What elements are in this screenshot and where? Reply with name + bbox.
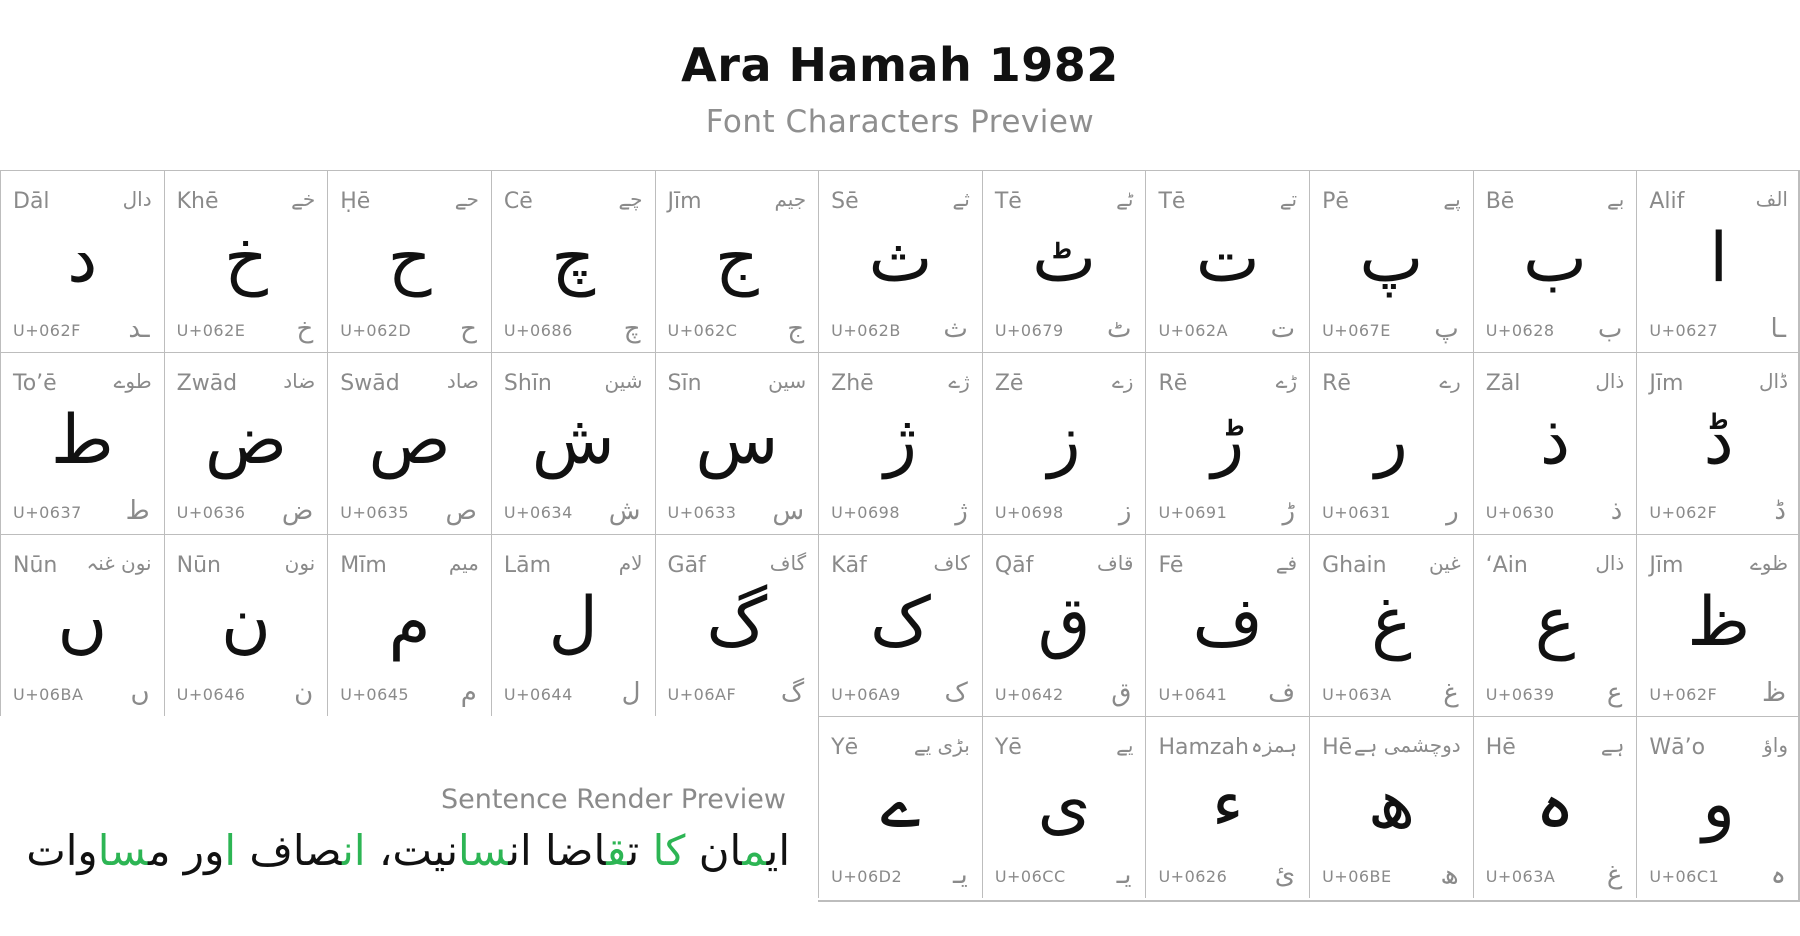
glyph-urdu-name: چے: [618, 187, 643, 211]
glyph-unicode: U+0698: [831, 503, 901, 522]
glyph-unicode: U+06AF: [667, 685, 737, 704]
glyph-urdu-name: غین: [1428, 551, 1461, 575]
sentence-segment: سا: [458, 826, 509, 875]
glyph-isolated-form: ڑ: [1282, 496, 1296, 526]
glyph-cell: [1145, 716, 1309, 898]
glyph-urdu-name: خے: [291, 187, 316, 211]
glyph-urdu-name: زے: [1112, 369, 1134, 393]
glyph-character: ھ: [1367, 765, 1416, 844]
glyph-cell: [1636, 716, 1800, 898]
glyph-cell: [1473, 170, 1637, 352]
glyph-character: ق: [1037, 583, 1091, 662]
glyph-cell: [491, 534, 655, 716]
glyph-name: Ghain: [1322, 553, 1387, 578]
glyph-character: غ: [1371, 583, 1412, 662]
glyph-isolated-form: ک: [944, 678, 968, 708]
glyph-name: Rē: [1322, 371, 1351, 396]
glyph-unicode: U+062B: [831, 321, 901, 340]
glyph-urdu-name: ضاد: [283, 369, 316, 393]
glyph-urdu-name: ذال: [1595, 551, 1625, 575]
sentence-segment: کا: [652, 826, 686, 875]
glyph-character: ح: [387, 219, 432, 298]
glyph-name: Mīm: [340, 553, 387, 578]
glyph-urdu-name: ٹے: [1116, 187, 1134, 211]
sentence-segment: ق: [606, 826, 628, 875]
glyph-character: ٹ: [1032, 219, 1097, 298]
glyph-cell: [491, 170, 655, 352]
glyph-unicode: U+0634: [503, 503, 573, 522]
glyph-character: خ: [223, 219, 268, 298]
glyph-character: ن: [220, 583, 271, 662]
glyph-urdu-name: واؤ: [1763, 733, 1788, 757]
glyph-urdu-name: ہے: [1600, 733, 1625, 757]
glyph-isolated-form: ھ: [1440, 860, 1459, 890]
glyph-character: ذ: [1539, 401, 1571, 480]
glyph-name: Alif: [1649, 189, 1685, 214]
glyph-cell: [164, 352, 328, 534]
glyph-character: ڈ: [1703, 401, 1734, 480]
glyph-cell: [1309, 352, 1473, 534]
glyph-character: ا: [1709, 219, 1729, 298]
glyph-name: Nūn: [176, 553, 221, 578]
glyph-name: Zē: [994, 371, 1024, 396]
glyph-unicode: U+0686: [503, 321, 573, 340]
glyph-isolated-form: یـ: [952, 860, 968, 890]
glyph-unicode: U+06BE: [1322, 867, 1392, 886]
glyph-urdu-name: ڈال: [1758, 369, 1788, 393]
glyph-cell: [1309, 534, 1473, 716]
glyph-urdu-name: ثے: [952, 187, 970, 211]
glyph-isolated-form: ہ: [1770, 860, 1786, 890]
glyph-cell: [655, 352, 819, 534]
glyph-character: ے: [880, 765, 921, 844]
glyph-isolated-form: ڈ: [1774, 496, 1786, 526]
glyph-name: Lām: [503, 553, 552, 578]
glyph-isolated-form: ط: [125, 496, 150, 526]
glyph-isolated-form: ظ: [1761, 678, 1786, 708]
glyph-character: م: [388, 583, 431, 662]
glyph-cell: [655, 534, 819, 716]
glyph-urdu-name: شین: [604, 369, 643, 393]
glyph-name: Fē: [1158, 553, 1184, 578]
glyph-character: ب: [1523, 219, 1588, 298]
glyph-isolated-form: ن: [294, 678, 314, 708]
glyph-cell: [327, 170, 491, 352]
glyph-character: ل: [548, 583, 598, 662]
glyph-character: ص: [368, 401, 451, 480]
glyph-unicode: U+062A: [1158, 321, 1229, 340]
glyph-urdu-name: رے: [1439, 369, 1461, 393]
glyph-name: Gāf: [667, 553, 706, 578]
glyph-unicode: U+067E: [1322, 321, 1391, 340]
glyph-unicode: U+062C: [667, 321, 738, 340]
glyph-name: Sē: [831, 189, 859, 214]
sentence-segment: اضا: [531, 826, 607, 875]
glyph-name: Dāl: [13, 189, 50, 214]
glyph-name: Jīm: [1649, 371, 1684, 396]
glyph-unicode: U+06CC: [994, 867, 1066, 886]
glyph-cell: [982, 716, 1146, 898]
glyph-unicode: U+0698: [994, 503, 1064, 522]
glyph-cell: [818, 716, 982, 898]
glyph-unicode: U+06D2: [831, 867, 903, 886]
glyph-cell: [1473, 352, 1637, 534]
glyph-cell: [0, 352, 164, 534]
glyph-isolated-form: ـا: [1770, 314, 1786, 344]
glyph-isolated-form: ش: [608, 496, 641, 526]
glyph-name: Swād: [340, 371, 400, 396]
glyph-character: ث: [868, 219, 933, 298]
glyph-unicode: U+063A: [1485, 867, 1556, 886]
glyph-urdu-name: صاد: [446, 369, 479, 393]
glyph-urdu-name: ظوے: [1750, 551, 1788, 575]
glyph-isolated-form: ث: [943, 314, 968, 344]
sentence-segment: ای: [766, 826, 790, 875]
glyph-cell: [982, 170, 1146, 352]
glyph-name: Wā’o: [1649, 735, 1706, 760]
glyph-name: Rē: [1158, 371, 1188, 396]
glyph-unicode: U+0642: [994, 685, 1064, 704]
glyph-cell: [1636, 170, 1800, 352]
glyph-name: Zhē: [831, 371, 874, 396]
glyph-isolated-form: پ: [1434, 314, 1459, 344]
glyph-unicode: U+06BA: [13, 685, 84, 704]
glyph-urdu-name: گاف: [769, 551, 807, 575]
glyph-isolated-form: ق: [1111, 678, 1132, 708]
glyph-name: Nūn: [13, 553, 58, 578]
glyph-name: Sīn: [667, 371, 702, 396]
glyph-isolated-form: س: [772, 496, 805, 526]
glyph-urdu-name: بڑی یے: [913, 733, 970, 757]
glyph-unicode: U+0644: [503, 685, 573, 704]
glyph-cell: [1309, 716, 1473, 898]
glyph-character: ژ: [884, 401, 917, 480]
glyph-name: Bē: [1485, 189, 1515, 214]
glyph-character: ظ: [1687, 583, 1751, 662]
sentence-preview: [0, 718, 820, 900]
glyph-name: Kāf: [831, 553, 867, 578]
glyph-isolated-form: م: [460, 678, 477, 708]
glyph-isolated-form: ج: [787, 314, 805, 344]
glyph-isolated-form: ح: [460, 314, 477, 344]
glyph-urdu-name: میم: [448, 551, 479, 575]
glyph-isolated-form: ٹ: [1106, 314, 1132, 344]
glyph-name: Yē: [994, 735, 1022, 760]
glyph-isolated-form: ض: [281, 496, 314, 526]
glyph-urdu-name: ذال: [1595, 369, 1625, 393]
glyph-name: Khē: [176, 189, 219, 214]
sentence-segment: وات: [26, 826, 98, 875]
glyph-unicode: U+0646: [176, 685, 246, 704]
glyph-name: Tē: [994, 189, 1022, 214]
glyph-isolated-form: خ: [296, 314, 314, 344]
glyph-cell: [818, 352, 982, 534]
glyph-urdu-name: دال: [122, 187, 152, 211]
glyph-urdu-name: یے: [1116, 733, 1134, 757]
glyph-name: Jīm: [1649, 553, 1684, 578]
glyph-cell: [982, 352, 1146, 534]
glyph-isolated-form: ـد: [128, 314, 150, 344]
glyph-unicode: U+0635: [340, 503, 410, 522]
glyph-character: چ: [551, 219, 596, 298]
glyph-name: Hamzah: [1158, 735, 1249, 760]
glyph-urdu-name: ڑے: [1275, 369, 1298, 393]
glyph-cell: [1636, 352, 1800, 534]
glyph-cell: [491, 352, 655, 534]
sentence-preview-label: Sentence Render Preview: [440, 784, 786, 815]
glyph-cell: [0, 170, 164, 352]
glyph-cell: [164, 534, 328, 716]
glyph-character: ع: [1534, 583, 1576, 662]
glyph-character: ء: [1211, 765, 1244, 844]
glyph-isolated-form: گ: [780, 678, 805, 708]
glyph-name: To’ē: [13, 371, 57, 396]
glyph-unicode: U+0636: [176, 503, 246, 522]
glyph-cell: [655, 170, 819, 352]
glyph-isolated-form: ص: [445, 496, 477, 526]
glyph-urdu-name: الف: [1755, 187, 1788, 211]
glyph-cell: [1145, 352, 1309, 534]
glyph-isolated-form: ر: [1446, 496, 1459, 526]
glyph-cell: [818, 534, 982, 716]
glyph-unicode: U+0645: [340, 685, 410, 704]
glyph-character: ر: [1374, 401, 1408, 480]
glyph-name: Zwād: [176, 371, 238, 396]
grid-border-bottom: [818, 900, 1800, 902]
glyph-isolated-form: ع: [1606, 678, 1623, 708]
sentence-segment: ور م: [147, 826, 225, 875]
glyph-unicode: U+0631: [1322, 503, 1391, 522]
glyph-unicode: U+0630: [1485, 503, 1555, 522]
glyph-isolated-form: غ: [1443, 678, 1459, 708]
glyph-isolated-form: ذ: [1610, 496, 1623, 526]
glyph-cell: [327, 352, 491, 534]
glyph-cell: [1145, 534, 1309, 716]
glyph-isolated-form: ت: [1270, 314, 1296, 344]
page-subtitle: Font Characters Preview: [705, 104, 1095, 140]
glyph-urdu-name: حے: [454, 187, 479, 211]
glyph-unicode: U+06C1: [1649, 867, 1720, 886]
glyph-urdu-name: پے: [1443, 187, 1461, 211]
glyph-cell: [1473, 534, 1637, 716]
glyph-character: س: [695, 401, 779, 480]
glyph-cell: [1309, 170, 1473, 352]
glyph-isolated-form: ئ: [1274, 860, 1296, 890]
glyph-unicode: U+0633: [667, 503, 737, 522]
glyph-name: Cē: [503, 189, 533, 214]
glyph-unicode: U+062F: [13, 321, 81, 340]
glyph-cell: [982, 534, 1146, 716]
glyph-urdu-name: جیم: [774, 187, 807, 211]
glyph-character: ج: [714, 219, 759, 298]
glyph-cell: [0, 534, 164, 716]
glyph-urdu-name: لام: [618, 551, 643, 575]
glyph-isolated-form: ژ: [955, 496, 968, 526]
glyph-character: ی: [1037, 765, 1091, 844]
glyph-character: ک: [870, 583, 931, 662]
glyph-character: و: [1702, 765, 1736, 844]
glyph-urdu-name: ژے: [948, 369, 970, 393]
glyph-name: Hē: [1322, 735, 1353, 760]
glyph-unicode: U+063A: [1322, 685, 1392, 704]
glyph-cell: [164, 170, 328, 352]
glyph-cell: [327, 534, 491, 716]
glyph-cell: [1636, 534, 1800, 716]
glyph-name: ‘Ain: [1485, 553, 1528, 578]
glyph-unicode: U+0641: [1158, 685, 1228, 704]
glyph-unicode: U+0626: [1158, 867, 1228, 886]
glyph-character: ز: [1047, 401, 1081, 480]
glyph-unicode: U+0679: [994, 321, 1064, 340]
glyph-isolated-form: ں: [130, 678, 150, 708]
sentence-segment: صاف: [236, 826, 343, 875]
sentence-segment: ا: [224, 826, 237, 875]
glyph-name: Tē: [1158, 189, 1186, 214]
glyph-urdu-name: ہمزہ: [1251, 733, 1298, 757]
sentence-preview-text: [26, 826, 790, 875]
glyph-unicode: U+062F: [1649, 503, 1718, 522]
glyph-character: ہ: [1535, 765, 1575, 844]
glyph-isolated-form: غ: [1606, 860, 1623, 890]
glyph-urdu-name: نون: [284, 551, 316, 575]
glyph-name: Zāl: [1485, 371, 1521, 396]
glyph-isolated-form: چ: [623, 314, 641, 344]
glyph-unicode: U+0637: [13, 503, 82, 522]
glyph-name: Pē: [1322, 189, 1349, 214]
glyph-unicode: U+062F: [1649, 685, 1718, 704]
glyph-unicode: U+062E: [176, 321, 246, 340]
glyph-cell: [1145, 170, 1309, 352]
sentence-segment: ان: [685, 826, 743, 875]
glyph-unicode: U+0628: [1485, 321, 1555, 340]
glyph-unicode: U+0639: [1485, 685, 1555, 704]
glyph-urdu-name: بے: [1607, 187, 1625, 211]
glyph-isolated-form: ل: [621, 678, 641, 708]
sentence-segment: ان: [508, 826, 532, 875]
glyph-name: Ḥē: [340, 189, 371, 214]
glyph-urdu-name: دوچشمی ہے: [1353, 733, 1461, 757]
glyph-urdu-name: نون غنہ: [86, 551, 152, 575]
glyph-name: Jīm: [667, 189, 702, 214]
glyph-urdu-name: قاف: [1097, 551, 1134, 575]
glyph-urdu-name: طوے: [113, 369, 152, 393]
sentence-segment: ان: [342, 826, 366, 875]
glyph-unicode: U+062D: [340, 321, 412, 340]
glyph-isolated-form: ز: [1118, 496, 1132, 526]
header: [0, 0, 1800, 170]
glyph-unicode: U+0627: [1649, 321, 1719, 340]
page-title: Ara Hamah 1982: [681, 38, 1119, 92]
glyph-cell: [1473, 716, 1637, 898]
glyph-name: Qāf: [994, 553, 1034, 578]
glyph-character: ں: [57, 583, 108, 662]
glyph-unicode: U+06A9: [831, 685, 901, 704]
glyph-isolated-form: ب: [1597, 314, 1623, 344]
glyph-name: Shīn: [503, 371, 552, 396]
glyph-urdu-name: سین: [768, 369, 807, 393]
glyph-character: ض: [204, 401, 288, 480]
glyph-character: ڑ: [1211, 401, 1245, 480]
glyph-isolated-form: یـ: [1116, 860, 1132, 890]
glyph-urdu-name: فے: [1275, 551, 1298, 575]
glyph-character: گ: [706, 583, 768, 662]
glyph-character: ط: [50, 401, 114, 480]
glyph-character: ف: [1192, 583, 1264, 662]
glyph-unicode: U+0691: [1158, 503, 1228, 522]
glyph-isolated-form: ف: [1268, 678, 1296, 708]
sentence-segment: م: [742, 826, 767, 875]
glyph-urdu-name: کاف: [933, 551, 970, 575]
glyph-name: Yē: [831, 735, 859, 760]
sentence-segment: نیت،: [365, 826, 459, 875]
sentence-segment: سا: [97, 826, 148, 875]
glyph-character: ت: [1195, 219, 1260, 298]
glyph-name: Hē: [1485, 735, 1516, 760]
glyph-character: ش: [531, 401, 615, 480]
sentence-segment: ت: [627, 826, 653, 875]
glyph-cell: [818, 170, 982, 352]
glyph-character: پ: [1359, 219, 1424, 298]
glyph-urdu-name: تے: [1279, 187, 1298, 211]
glyph-character: د: [67, 219, 98, 298]
